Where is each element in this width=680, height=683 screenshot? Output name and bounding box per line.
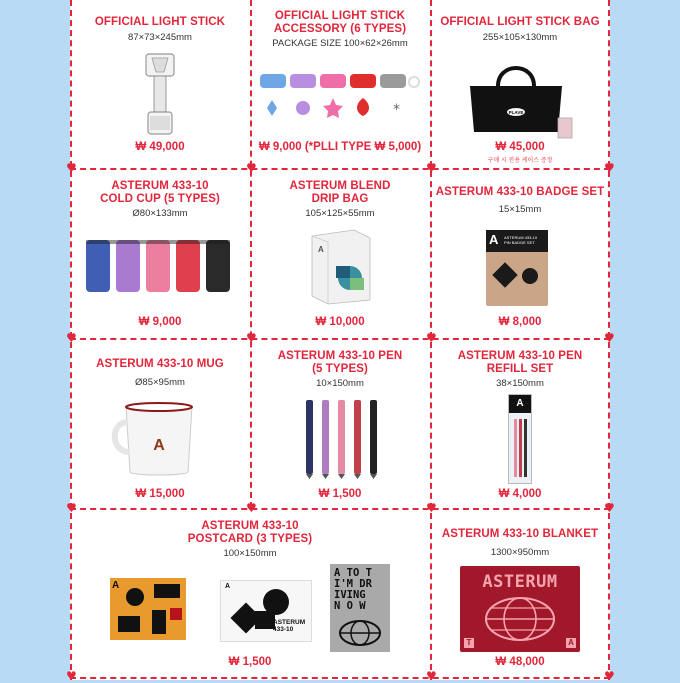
product-title: ASTERUM 433-10 PEN (5 TYPES) [277, 350, 403, 375]
product-title: OFFICIAL LIGHT STICK BAG [440, 16, 600, 28]
bag-image [466, 56, 576, 140]
heart-icon: ♥ [426, 331, 437, 345]
heart-icon: ♥ [604, 161, 615, 175]
product-light-stick-accessory[interactable] [250, 0, 430, 168]
product-price: ₩ 9,000 [138, 316, 182, 328]
heart-icon: ♥ [604, 669, 615, 683]
product-mug[interactable] [70, 338, 250, 508]
product-size: 100×150mm [223, 548, 277, 559]
product-title: ASTERUM 433-10 BADGE SET [435, 186, 605, 198]
postcard-b-line2: 433-10 [273, 626, 294, 633]
heart-icon: ♥ [604, 501, 615, 515]
product-badge-set[interactable] [430, 168, 610, 338]
svg-text:A: A [318, 245, 324, 254]
blanket-corner-left: T [464, 638, 474, 648]
product-size: 105×125×55mm [305, 208, 375, 219]
product-price: ₩ 45,000 [495, 141, 545, 153]
pens-image [304, 398, 384, 480]
heart-icon: ♥ [66, 501, 77, 515]
merch-sheet [66, 0, 615, 683]
cold-cups-image [84, 238, 236, 294]
blanket-corner-right: A [566, 638, 576, 648]
product-price: ₩ 49,000 [135, 141, 185, 153]
product-price: ₩ 15,000 [135, 488, 185, 500]
product-pen[interactable] [250, 338, 430, 508]
product-size: 1300×950mm [490, 547, 550, 558]
product-light-stick-bag[interactable] [430, 0, 610, 168]
badge-card-label: ASTERUM 433-10 PIN BADGE SET [504, 235, 538, 245]
heart-icon: ♥ [246, 501, 257, 515]
product-price: ₩ 4,000 [498, 488, 542, 500]
postcard-c-text: A TO T I'M DR IVING N O W [334, 567, 372, 612]
heart-icon: ♥ [66, 669, 77, 683]
heart-icon: ♥ [426, 669, 437, 683]
product-title: ASTERUM 433-10 COLD CUP (5 TYPES) [100, 180, 220, 205]
blanket-image [460, 566, 580, 652]
product-cold-cup[interactable] [70, 168, 250, 338]
product-drip-bag[interactable] [250, 168, 430, 338]
product-price: ₩ 48,000 [495, 656, 545, 668]
product-price: ₩ 8,000 [498, 316, 542, 328]
product-title: ASTERUM 433-10 MUG [96, 358, 224, 370]
refill-brand: A [516, 398, 524, 409]
product-size: 38×150mm [496, 378, 544, 389]
product-title: ASTERUM 433-10 POSTCARD (3 TYPES) [187, 520, 313, 545]
blanket-text: ASTERUM [482, 572, 558, 592]
product-size: Ø85×95mm [135, 377, 185, 388]
badge-card-letter: A [489, 232, 499, 247]
product-pen-refill-set[interactable] [430, 338, 610, 508]
postcard-b-line1: ASTERUM [273, 619, 306, 626]
heart-icon: ♥ [246, 161, 257, 175]
product-light-stick[interactable] [70, 0, 250, 168]
product-title: OFFICIAL LIGHT STICK ACCESSORY (6 TYPES) [273, 10, 407, 35]
product-size: 15×15mm [498, 204, 542, 215]
badge-set-image [486, 230, 548, 306]
product-note: 구매 시 전용 케이스 증정 [487, 158, 553, 164]
light-stick-image [140, 52, 180, 138]
drip-bag-image [306, 226, 376, 306]
mug-logo: A [153, 437, 165, 454]
product-size: PACKAGE SIZE 100×62×26mm [272, 38, 408, 49]
heart-icon: ♥ [426, 161, 437, 175]
heart-icon: ♥ [246, 331, 257, 345]
product-size: 87×73×245mm [128, 32, 192, 43]
heart-icon: ♥ [66, 161, 77, 175]
postcard-white-image: A ASTERUM 433-10 [220, 580, 312, 642]
heart-icon: ♥ [426, 501, 437, 515]
product-price: ₩ 1,500 [228, 656, 272, 668]
refill-set-image [508, 394, 532, 484]
postcard-a-letter: A [112, 580, 120, 591]
svg-text:*: * [393, 102, 400, 118]
product-size: Ø80×133mm [132, 208, 188, 219]
heart-icon: ♥ [66, 331, 77, 345]
product-price: ₩ 9,000 (*PLLI TYPE ₩ 5,000) [258, 141, 422, 153]
accessory-charms-image [258, 70, 424, 122]
product-size: 255×105×130mm [482, 32, 558, 43]
mug-image [106, 400, 216, 480]
heart-icon: ♥ [604, 331, 615, 345]
product-title: OFFICIAL LIGHT STICK [94, 16, 226, 28]
product-title: ASTERUM BLEND DRIP BAG [289, 180, 391, 205]
postcard-orange-image [110, 578, 186, 640]
product-postcard[interactable] [70, 508, 430, 678]
product-title: ASTERUM 433-10 BLANKET [441, 528, 599, 540]
postcard-grey-image [330, 564, 390, 652]
product-blanket[interactable] [430, 508, 610, 678]
product-title: ASTERUM 433-10 PEN REFILL SET [457, 350, 583, 375]
product-price: ₩ 10,000 [315, 316, 365, 328]
product-size: 10×150mm [316, 378, 364, 389]
product-price: ₩ 1,500 [318, 488, 362, 500]
bag-logo: PLAVE [508, 110, 524, 115]
